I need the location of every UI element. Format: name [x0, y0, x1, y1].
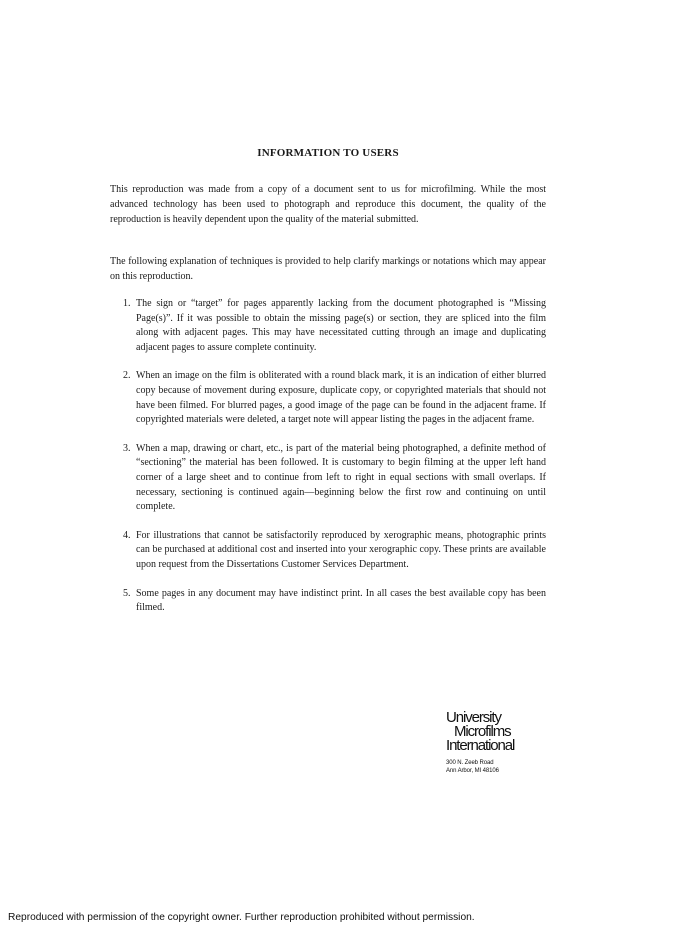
- list-item-text: When a map, drawing or chart, etc., is part of the material being photographed, a definite method of “sectioning” the material has been followed. It is customary to begin filming at the upper left hand corner of a large sheet and to continue from left to right in equal sections with small overlaps. If necessary, sectioning is continued again—beginning below the first row and continuing on until complete.: [136, 442, 546, 513]
- list-item: [123, 529, 546, 573]
- logo-line-microfilms: Microfilms: [454, 723, 511, 740]
- list-item-number: 4.: [123, 529, 131, 541]
- list-item: [123, 442, 546, 515]
- list-item-text: Some pages in any document may have indistinct print. In all cases the best available copy has been filmed.: [136, 587, 546, 614]
- list-item-number: 5.: [123, 587, 131, 599]
- list-item: [123, 297, 546, 355]
- logo-address-street: 300 N. Zeeb Road: [446, 760, 494, 766]
- intro-paragraph: This reproduction was made from a copy of a document sent to us for microfilming. While the most advanced technology has been used to photograph and reproduce this document, the quality of the reproduction is heavily dependent upon the quality of the material submitted.: [110, 184, 546, 225]
- list-item: [123, 369, 546, 427]
- document-title: INFORMATION TO USERS: [257, 147, 399, 159]
- list-item: [123, 587, 546, 616]
- explanation-paragraph: The following explanation of techniques is provided to help clarify markings or notations which may appear on this reproduction.: [110, 256, 546, 282]
- copyright-footer: Reproduced with permission of the copyright owner. Further reproduction prohibited without permission.: [8, 912, 475, 923]
- list-item-text: The sign or “target” for pages apparently lacking from the document photographed is “Missing Page(s)”. If it was possible to obtain the missing page(s) or section, they are spliced into the film along with adjacent pages. This may have necessitated cutting through an image and duplicating adjacent pages to assure complete continuity.: [136, 298, 546, 353]
- list-item-number: 3.: [123, 442, 131, 454]
- technique-list: [123, 297, 546, 630]
- logo-line-international: International: [446, 737, 515, 754]
- logo-address-city: Ann Arbor, MI 48106: [446, 768, 499, 774]
- list-item-text: For illustrations that cannot be satisfactorily reproduced by xerographic means, photographic prints can be purchased at additional cost and inserted into your xerographic copy. These prints are available upon request from the Dissertations Customer Services Department.: [136, 529, 546, 570]
- list-item-number: 2.: [123, 370, 131, 382]
- umi-logo: [446, 711, 514, 775]
- logo-line-university: University: [446, 709, 501, 726]
- list-item-text: When an image on the film is obliterated with a round black mark, it is an indication of either blurred copy because of movement during exposure, duplicate copy, or copyrighted materials that should not have been filmed. For blurred pages, a good image of the page can be found in the adjacent frame. If copyrighted materials were deleted, a target note will appear listing the pages in the adjacent frame.: [136, 370, 546, 426]
- list-item-number: 1.: [123, 298, 131, 309]
